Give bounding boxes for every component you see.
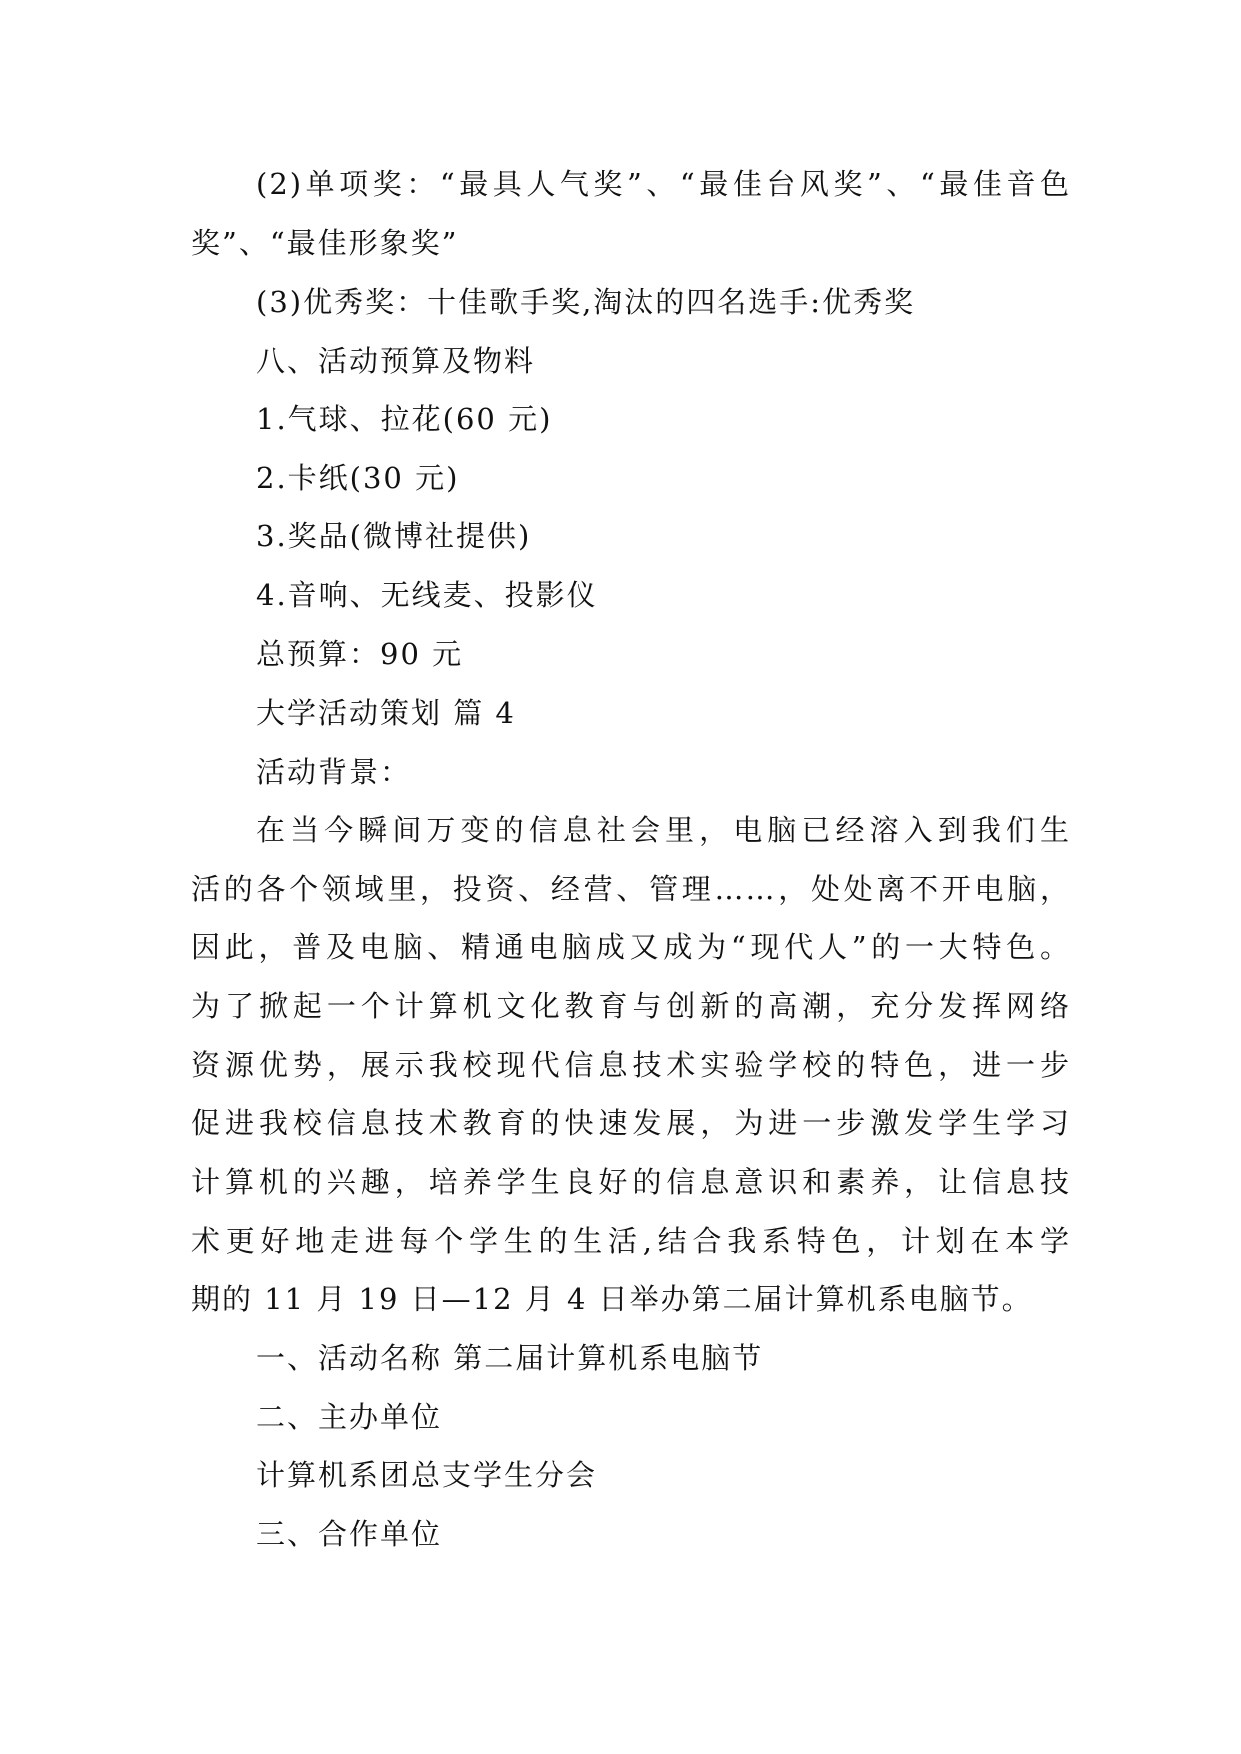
text-line: 奖”、“最佳形象奖” [191, 226, 459, 260]
list-item: 1.气球、拉花(60 元) [256, 402, 553, 436]
text-line: (3)优秀奖：十佳歌手奖,淘汰的四名选手:优秀奖 [256, 285, 916, 319]
section-heading: 一、活动名称 第二届计算机系电脑节 [256, 1341, 764, 1375]
paragraph-line: 资源优势，展示我校现代信息技术实验学校的特色，进一步 [191, 1048, 1071, 1082]
list-item: 2.卡纸(30 元) [256, 461, 460, 495]
text-line: 计算机系团总支学生分会 [256, 1458, 598, 1492]
paragraph-line: 术更好地走进每个学生的生活,结合我系特色，计划在本学 [191, 1224, 1071, 1258]
paragraph-line: 为了掀起一个计算机文化教育与创新的高潮，充分发挥网络 [191, 989, 1071, 1023]
list-item: 4.音响、无线麦、投影仪 [256, 578, 598, 612]
paragraph-line: 活的各个领域里，投资、经营、管理……，处处离不开电脑， [191, 872, 1071, 906]
text-line: 总预算：90 元 [256, 637, 464, 671]
paragraph-line: 因此，普及电脑、精通电脑成又成为“现代人”的一大特色。 [191, 930, 1071, 964]
paragraph-line: 期的 11 月 19 日—12 月 4 日举办第二届计算机系电脑节。 [191, 1282, 1033, 1316]
section-heading: 三、合作单位 [256, 1517, 443, 1551]
paragraph-line: 计算机的兴趣，培养学生良好的信息意识和素养，让信息技 [191, 1165, 1071, 1199]
section-title: 大学活动策划 篇 4 [256, 696, 516, 730]
section-heading: 八、活动预算及物料 [256, 344, 536, 378]
list-item: 3.奖品(微博社提供) [256, 519, 532, 553]
paragraph-line: 促进我校信息技术教育的快速发展，为进一步激发学生学习 [191, 1106, 1071, 1140]
section-heading: 二、主办单位 [256, 1400, 443, 1434]
text-line: (2)单项奖：“最具人气奖”、“最佳台风奖”、“最佳音色 [256, 167, 1071, 201]
paragraph-line: 在当今瞬间万变的信息社会里，电脑已经溶入到我们生 [256, 813, 1071, 847]
section-heading: 活动背景： [256, 755, 412, 789]
